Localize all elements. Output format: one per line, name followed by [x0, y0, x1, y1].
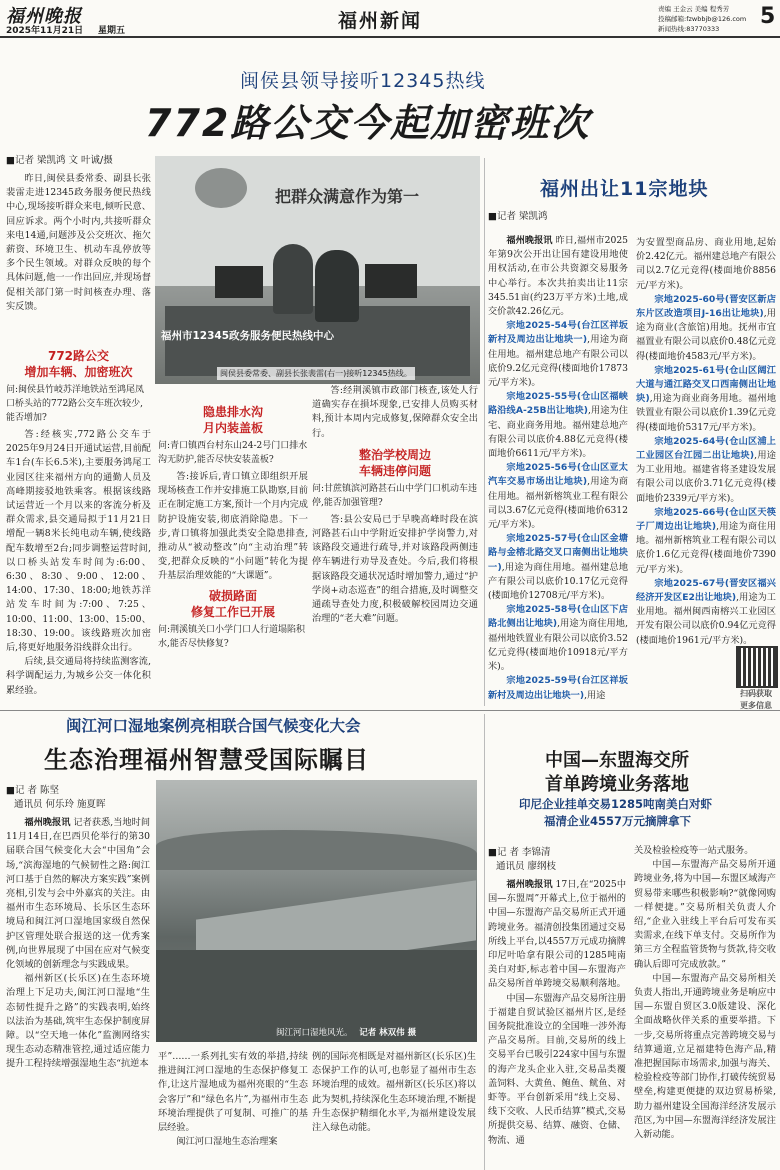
plots-col2 — [636, 293, 776, 648]
plot-text: ,用途 — [584, 689, 606, 701]
divider-bottom — [0, 710, 780, 711]
col3-answer: 答:经荆溪镇市政部门核查,该处人行道确实存在損坏现象,已安排人员购买材料,预计本周内完成修复,保障群众安全出行。 — [312, 385, 478, 439]
sub1-title-line2: 增加车辆、加密班次 — [24, 365, 133, 379]
section-title: 福州新闻 — [338, 10, 423, 32]
masthead-rule — [0, 36, 780, 38]
qr-caption-1: 扫码获取 — [740, 689, 772, 698]
story3-headline: 生态治理福州智慧受国际瞩目 — [44, 746, 369, 774]
story2-lead-label: 福州晚报讯 — [506, 235, 553, 246]
plot-title: 宗地2025-57号(仓山区金塘路与金榕北路交叉口南侧出让地块一) — [488, 533, 628, 573]
story4-p1: 17日,在“2025中国—东盟周”开幕式上,位于福州的中国—东盟海产品交易所正式开通跨境业务。福清创投集团通过交易所线上平台,以4557万元成功摘牌印尼叶哈拿有限公司的1285吨南美白对虾,标志着中国—东盟海产品交易所首单跨境交易顺利落地。 — [488, 879, 627, 990]
hotline: 新闻热线:83770333 — [658, 25, 720, 33]
plot-item — [636, 506, 776, 577]
sub1-answer: 答:经核实,772路公交车于2025年9月24日开通试运营,目前配车1台(车长6.5米),主要服务鸿尾工业园区往来福州方向的通勤人员及高峰期接驳地铁乘客。根据该线路试运营近一个月以来的客流分析及群众需求,县交通局拟于11月21日增配一辆8米长纯电动车辆,使线路配车数增至2台;同步调整运营时间,以口桥头站发车时间为:6:00、6:30、8:30、9:00、12:00、14:00、17:30、18:00;地铁苏洋站发车时间为:7:00、7:25、10:00、11:00、13:00、15:00、18:30、19:00。该线路班次加密后,将更好地服务沿线群众出行。 — [6, 429, 151, 654]
plot-item — [488, 674, 628, 702]
plot-title: 宗地2025-61号(仓山区阔江大道与通江路交叉口西南侧出让地块) — [636, 364, 776, 405]
plot-title: 宗地2025-54号(台江区祥坂新村及周边出让地块一) — [488, 320, 628, 346]
story2-lead — [488, 234, 628, 319]
sub2-title-line1: 隐患排水沟 — [202, 405, 263, 419]
story3-p1: 记者获悉,当地时间11月14日,在巴西贝伦举行的第30届联合国气候变化大会“中国角”会场,“滨海湿地的气候韧性之路:闽江河口基于自然的解决方案实践”案例亮相,引发与会中外嘉宾的关注。由福州市生态环境局、长乐区生态环境局和闽江河口湿地国家级自然保护区管理处联合报送的这一优秀案例,向世界展现了中国在应对气候变化领域的创新理念与实践成果。 — [6, 817, 151, 971]
page-number: 5 — [760, 4, 776, 29]
story3-byline2: 通讯员 何乐玲 施夏晖 — [14, 799, 106, 810]
story1-intro: 昨日,闽侯县委常委、副县长张裴雷走进12345政务服务便民热线中心,现场接听群众来电,倾听民意、回应诉求。两个小时内,共接听群众来电14通,问题涉及公交班次、拖欠薪资、环境卫生、机动车乱停放等多个民生领域。对群众反映的每个具体问题,他一一作出回应,并现场督促相关部门第一时间核查办理、落实反馈。 — [6, 173, 151, 312]
story1-col3 — [312, 384, 478, 626]
plot-title: 宗地2025-58号(仓山区下店路北侧出让地块) — [488, 604, 628, 630]
story4-byline2: 通讯员 廖纲枝 — [496, 861, 557, 872]
story2-col1 — [488, 234, 628, 703]
photo-hills — [156, 830, 477, 870]
photo-person-right — [315, 250, 359, 322]
sub1-question: 问:闽侯县竹岐苏洋地铁站至鸿尾凤口桥头站的772路公交车班次较少,能否增加? — [6, 385, 145, 423]
staff-line: 责编 王金云 美编 程秀芳 — [658, 5, 730, 13]
story2-byline: ■记者 梁凯鸿 — [488, 211, 548, 222]
story4-byline1: ■记 者 李锦清 — [488, 847, 551, 858]
story1-col1 — [6, 348, 151, 698]
photo-banner: 把群众满意作为第一 — [275, 187, 420, 206]
wetland-caption-text: 闽江河口湿地风光。 — [276, 1028, 353, 1038]
plot-text: ,用途为商住用地。福州建总地产有限公司以底价9.2亿元竞得(楼面地价17873元/平方米)。 — [488, 334, 628, 389]
story4-p2: 中国—东盟海产品交易所注册于福建自贸试验区福州片区,是经国务院批准设立的全国唯一涉外海产品交易所。目前,交易所的线上交易平台已吸引224家中国与东盟的海产龙头企业入驻,交易品类覆盖饲料、大黄鱼、鲍鱼、鱿鱼、对虾等。平台创新采用“线上交易、线下交收、人民币结算”模式,交易所提供交易、结算、融资、仓储、物流、通 — [488, 992, 626, 1146]
sub3-title-line2: 修复工作已开展 — [190, 604, 275, 619]
plot-item — [488, 319, 628, 390]
sub1-title-line1: 772路公交 — [47, 349, 110, 363]
story3-lead-label: 福州晚报讯 — [24, 817, 71, 828]
sub4-title-line1: 整治学校周边 — [358, 447, 431, 462]
plot-item — [488, 461, 628, 532]
photo-logo-icon — [195, 168, 247, 208]
story3-kicker: 闽江河口湿地案例亮相联合国气候变化大会 — [66, 717, 361, 735]
photo-caption: 闽侯县委常委、副县长张裴雷(右一)接听12345热线。 — [217, 367, 415, 380]
story4-deck2: 福清企业4557万元摘牌拿下 — [544, 814, 692, 828]
plot-text: ,用途为住宅、商业商务用地。福州建总地产有限公司以底价4.88亿元竞得(楼面地价6611元/平方米)。 — [488, 405, 628, 460]
sub4-title-line2: 车辆违停问题 — [358, 463, 431, 478]
plot-item — [636, 435, 776, 506]
plot-text: ,用途为商业商务用地。福州地铁置业有限公司以底价1.39亿元竞得(楼面地价5317元/平方米)。 — [636, 393, 777, 433]
story3-col3: 例的国际亮相既是对福州新区(长乐区)生态保护工作的认可,也彰显了福州市生态环境治理的成效。福州新区(长乐区)将以此为契机,持续深化生态环境治理,不断提升生态保护精细化水平,为福州建设发展注入绿色动能。 — [312, 1051, 476, 1134]
plot-title: 宗地2025-59号(台江区祥坂新村及周边出让地块一) — [488, 675, 628, 701]
plot-text: ,用途为工业用地。福建省将圣建设发展有限公司以底价3.71亿元竞得(楼面地价2339元/平方米)。 — [636, 450, 776, 504]
sub3-title-line1: 破损路面 — [208, 588, 257, 603]
sub4-answer: 答:县公安局已于早晚高峰时段在滨河路甚石山中学附近安排护学岗警力,对该路段交通进行疏导,并对该路段两侧违停车辆进行劝导及查处。今后,我们将根据该路段交通状况适时增加警力,通过“护学岗+动态巡查”的组合措施,及时调整交通疏导查处力度,积极破解校园周边交通治理的“老大难”问题。 — [312, 513, 478, 625]
story4-col1 — [488, 878, 626, 1148]
story4-p3: 中国—东盟海产品交易所开通跨境业务,将为中国—东盟区域海产贸易带来哪些积极影响?“就像网购一样便捷。”交易所相关负责人介绍,“企业入驻线上平台后可发布买卖需求,在线下单支付。交易所作为第三方全程监管货物与货款,待交收确认后即可完成放款。” — [634, 859, 776, 970]
plot-item — [488, 390, 628, 461]
plot-title: 宗地2025-60号(晋安区新店东片区改造项目J-16出让地块) — [636, 293, 776, 320]
plot-text: ,用途为工业用地。福州闽西南榕兴工业园区开发有限公司以底价0.94亿元竞得(楼面地价1961元/平方米)。 — [636, 592, 776, 646]
plot-text: ,用途为商住用地。福州新榕筑业工程有限公司以3.67亿元竞得(楼面地价6312元/平方米)。 — [488, 476, 628, 531]
plot-item — [636, 293, 776, 364]
wetland-caption — [276, 1026, 416, 1038]
story3-col2b: 闽江河口湿地生态治理案 — [176, 1136, 278, 1148]
wetland-credit: 记者 林双伟 摄 — [359, 1028, 417, 1038]
plot-title: 宗地2025-64号(仓山区浦上工业园区台江园二出让地块) — [636, 435, 776, 462]
plot-text: ,用途为商住用地。福州新榕筑业工程有限公司以底价1.6亿元竞得(楼面地价7390元/平方米)。 — [636, 521, 777, 575]
story4-headline1: 中国—东盟海交所 — [545, 750, 689, 771]
plot-title: 宗地2025-56号(仓山区亚太汽车交易市场出让地块) — [488, 462, 628, 488]
divider-story2 — [484, 158, 485, 706]
story2-col2 — [636, 236, 776, 648]
plot-title: 宗地2025-55号(仓山区福峡路沿线A-25B出让地块) — [488, 391, 628, 417]
story1-col2 — [158, 404, 308, 651]
story1-headline: 772路公交今起加密班次 — [145, 101, 591, 145]
tip-email: 投稿邮箱:fzwbbjb@126.com — [658, 15, 747, 23]
sub3-question: 问:荆溪镇关口小学门口人行道塌陷积水,能否尽快修复? — [158, 624, 306, 649]
plot-text: ,用途为商住用地,福州地铁置业有限公司以底价3.52亿元竞得(楼面地价10918元/平方米)。 — [488, 618, 629, 673]
hotline-photo — [155, 156, 480, 384]
story4-col2: 关及检验检疫等一站式服务。 中国—东盟海产品交易所开通跨境业务,将为中国—东盟区域海产贸易带来哪些积极影响?“就像网购一样便捷。”交易所相关负责人介绍,“企业入驻线上平台后可发布买卖需求,在线下单支付。交易所作为第三方全程监管货物与货款,待交收确认后即可完成放款。” 中国—东盟海产品交易所相关负责人指出,开通跨境业务是响应中国—东盟自贸区3.0版建设、深化全面战略伙伴关系的重要举措。下一步,交易所将重点完善跨境交易与结算通道,立足福建特色海产品,精准把握国际市场需求,加强与海关、检验检疫等部门协作,打破传统贸易壁垒,构建更便捷的双边贸易桥梁,助力福州建设全国海洋经济发展示范区,为中国—东盟海洋经济发展注入新动能。 — [634, 844, 776, 1142]
story3-byline1: ■记 者 陈坚 — [6, 785, 60, 796]
issue-date: 2025年11月21日 — [6, 26, 84, 36]
story2-lead-text: 昨日,福州市2025年第9次公开出让国有建设用地使用权活动,在市公共资源交易服务中心举行。本次共拍卖出让11宗345.51亩(约23万平方米)土地,成交价款42.26亿元。 — [488, 235, 629, 318]
story3-p2: 福州新区(长乐区)在生态环境治理上下足功夫,闽江河口湿地“生态韧性提升之路”的实践表明,始终以法治为基础,筑牢生态保护制度屏障。以“空天地一体化”监测网络实现生态动态精准管控,通过适应能力提升工程持续增强湿地生态“抗逆本 — [6, 973, 150, 1070]
qr-code[interactable] — [736, 646, 778, 688]
story4-deck1: 印尼企业挂单交易1285吨南美白对虾 — [519, 797, 713, 811]
newspaper-logo: 福州晚报 — [6, 6, 82, 27]
story3-col1 — [6, 816, 150, 1072]
story2-col2-cont: 为安置型商品房、商业用地,起始价2.42亿元。福州建总地产有限公司以2.7亿元竞得(楼面地价8856元/平方米)。 — [636, 237, 776, 291]
divider-story4 — [484, 714, 485, 1170]
sub2-answer: 答:接诉后,青口镇立即组织开展现场核查工作并安排施工队勘察,目前正在制定施工方案,预计一个月内完成防护设施安装,彻底消除隐患。下一步,青口镇将加强此类安全隐患排查,推动从“被动整改”向“主动治理”转变,把群众反映的“小问题”转化为提升基层治理效能的“大课题”。 — [158, 471, 308, 582]
plot-item — [488, 532, 628, 603]
wetland-photo — [156, 780, 477, 1042]
plot-item — [636, 577, 776, 648]
story2-headline: 福州出让11宗地块 — [540, 178, 709, 200]
plots-col1 — [488, 319, 628, 702]
story1-kicker: 闽侯县领导接听12345热线 — [240, 70, 486, 92]
sub1-follow: 后续,县交通局将持续监测客流,科学调配运力,为城乡公交一体化积累经验。 — [6, 656, 151, 696]
story3-col2: 平”……一系列扎实有效的举措,持续推进闽江河口湿地的生态保护修复工作,让这片湿地成为福州亮眼的“生态会客厅”和“绿色名片”,为福州市生态环境治理提供了可复制、可推广的基层经验。 闽江河口湿地生态治理案 — [158, 1050, 308, 1149]
plot-text: ,用途为商住用地。福州建总地产有限公司以底价10.17亿元竞得(楼面地价12708元/平方米)。 — [488, 561, 629, 602]
masthead — [0, 0, 780, 38]
photo-monitor-right — [365, 264, 417, 298]
plot-item — [636, 364, 776, 435]
plot-title: 宗地2025-67号(晋安区福兴经济开发区E2出让地块) — [636, 577, 776, 604]
sub2-question: 问:青口镇西台村东山24-2号门口排水沟无防护,能否尽快安装盖板? — [158, 441, 308, 465]
story4-headline2: 首单跨境业务落地 — [545, 774, 689, 795]
plot-text: ,用途为商业(含旅馆)用地。抚州市宜福置业有限公司以底价0.48亿元竞得(楼面地价4583元/平方米)。 — [636, 308, 776, 362]
plot-title: 宗地2025-66号(仓山区天筷子厂周边出让地块) — [636, 506, 776, 533]
sub2-title-line2: 月内装盖板 — [202, 421, 263, 435]
photo-monitor-left — [215, 266, 263, 298]
story4-lead-label: 福州晚报讯 — [506, 879, 553, 890]
photo-person-left — [273, 244, 313, 314]
story1-byline: ■记者 梁凯鸿 文 叶诚/摄 — [6, 155, 113, 166]
sub4-question: 问:甘蔗镇滨河路甚石山中学门口机动车违停,能否加强管理? — [312, 483, 478, 508]
story4-p4: 中国—东盟海产品交易所相关负责人指出,开通跨境业务是响应中国—东盟自贸区3.0版建设、深化全面战略伙伴关系的重要举措。下一步,交易所将重点完善跨境交易与结算通道,立足福建特色海产品,精准把握国际市场需求,加强与海关、检验检疫等部门协作,打破传统贸易壁垒,构建更便捷的双边贸易桥梁,助力福州建设全国海洋经济发展示范区,为中国—东盟海洋经济发展注入新动能。 — [634, 972, 776, 1141]
photo-sign: 福州市12345政务服务便民热线中心 — [161, 330, 335, 342]
plot-item — [488, 603, 628, 674]
issue-weekday: 星期五 — [98, 26, 126, 36]
qr-caption-2: 更多信息 — [740, 701, 772, 710]
